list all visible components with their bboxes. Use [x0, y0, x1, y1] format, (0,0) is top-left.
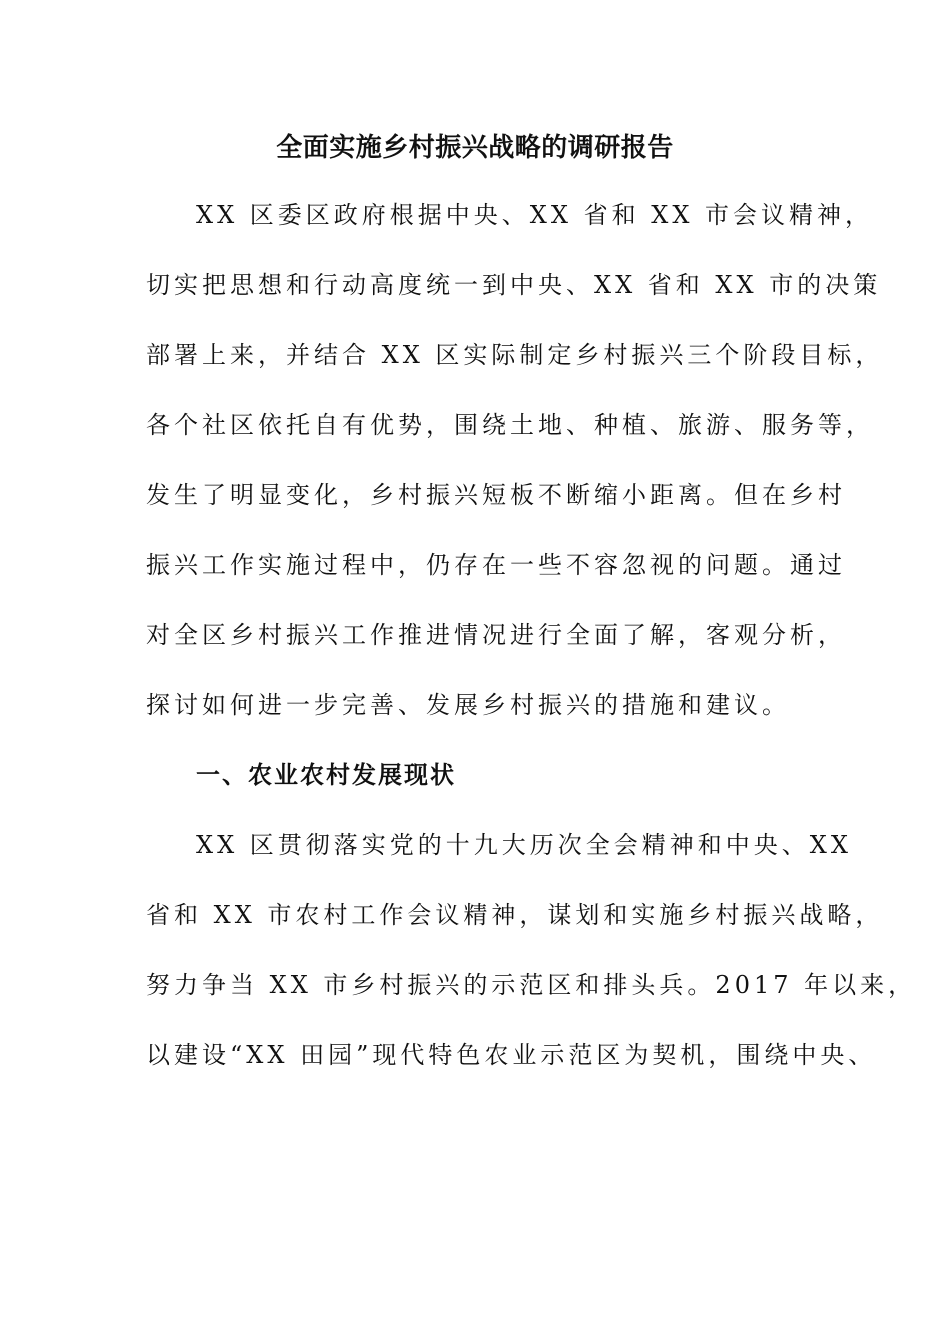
paragraph-line: 各个社区依托自有优势，围绕土地、种植、旅游、服务等， [146, 411, 874, 439]
paragraph-section1 [146, 820, 917, 1100]
paragraph-line: 省和 XX 市农村工作会议精神，谋划和实施乡村振兴战略， [146, 901, 884, 929]
document-body [146, 190, 917, 1100]
paragraph-line: 对全区乡村振兴工作推进情况进行全面了解，客观分析， [146, 621, 846, 649]
paragraph-line: 切实把思想和行动高度统一到中央、XX 省和 XX 市的决策 [146, 271, 882, 299]
paragraph-line: XX 区委区政府根据中央、XX 省和 XX 市会议精神， [196, 201, 874, 229]
paragraph-line: 发生了明显变化，乡村振兴短板不断缩小距离。但在乡村 [146, 481, 846, 509]
paragraph-line: 以建设“XX 田园”现代特色农业示范区为契机，围绕中央、 [146, 1041, 877, 1069]
paragraph-line: 振兴工作实施过程中，仍存在一些不容忽视的问题。通过 [146, 551, 846, 579]
section-heading: 一、农业农村发展现状 [196, 760, 456, 789]
paragraph-line: 部署上来，并结合 XX 区实际制定乡村振兴三个阶段目标， [146, 341, 884, 369]
paragraph-line: XX 区贯彻落实党的十九大历次全会精神和中央、XX [196, 831, 852, 859]
paragraph-line: 探讨如何进一步完善、发展乡村振兴的措施和建议。 [146, 691, 790, 719]
document-title: 全面实施乡村振兴战略的调研报告 [276, 133, 674, 163]
paragraph-line: 努力争当 XX 市乡村振兴的示范区和排头兵。2017 年以来， [146, 971, 917, 999]
paragraph-intro [146, 190, 884, 750]
